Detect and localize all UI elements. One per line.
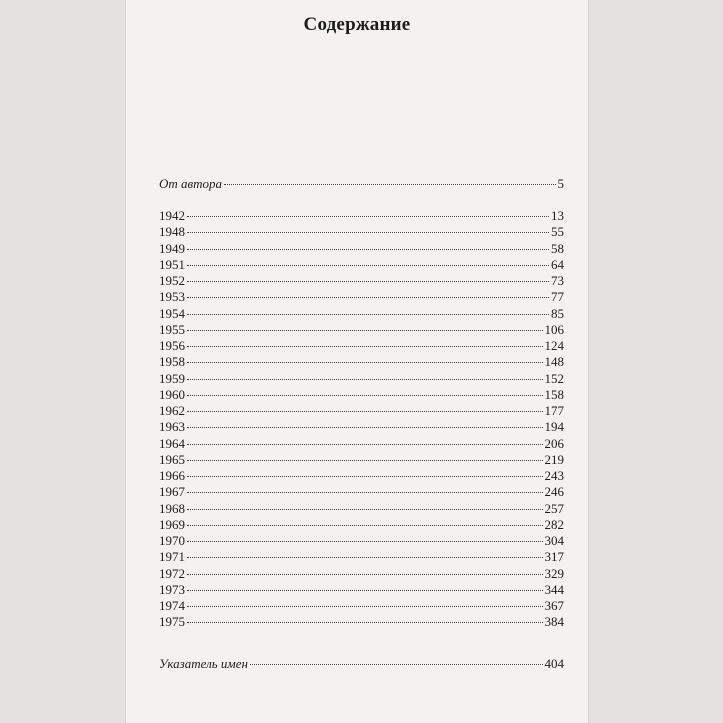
toc-entry-page: 152 <box>544 370 564 386</box>
toc-entry-label: 1963 <box>159 419 185 435</box>
toc-entry-label: 1953 <box>159 289 185 305</box>
dot-leader <box>187 232 549 233</box>
toc-entry-label: 1967 <box>159 484 185 500</box>
toc-entry-page: 77 <box>551 289 564 305</box>
dot-leader <box>187 265 549 266</box>
toc-entry-page: 5 <box>557 176 564 191</box>
toc-entry-year <box>159 306 564 322</box>
dot-leader <box>187 574 543 575</box>
toc-entry-page: 158 <box>544 386 564 402</box>
toc-entry-label: Указатель имен <box>159 656 248 671</box>
toc-entry-label: 1972 <box>159 565 185 581</box>
toc-entry-year <box>159 403 564 419</box>
toc-entry-label: 1968 <box>159 500 185 516</box>
toc-entry-label: 1960 <box>159 386 185 402</box>
toc-author-section <box>159 176 564 192</box>
toc-entry-page: 177 <box>544 403 564 418</box>
toc-entry-label: 1959 <box>159 370 185 386</box>
toc-entry-label: 1962 <box>159 403 185 418</box>
toc-entry-label: 1974 <box>159 598 185 613</box>
toc-entry-page: 257 <box>544 500 564 516</box>
dot-leader <box>187 476 543 477</box>
toc-entry-page: 329 <box>544 565 564 581</box>
toc-entry-page: 282 <box>544 516 564 532</box>
page-title: Содержание <box>303 14 411 35</box>
toc-entry-page: 246 <box>544 484 564 500</box>
dot-leader <box>187 281 549 282</box>
toc-entry-label: 1956 <box>159 338 185 353</box>
dot-leader <box>224 184 555 185</box>
toc-entry-page: 85 <box>551 305 564 321</box>
toc-entry-year <box>159 468 564 484</box>
toc-entry-year <box>159 614 564 630</box>
toc-entry-year <box>159 517 564 533</box>
toc-entry-page: 317 <box>544 549 564 565</box>
dot-leader <box>187 346 543 347</box>
dot-leader <box>187 427 543 428</box>
toc-entry-author <box>159 176 564 192</box>
book-page <box>126 0 588 723</box>
toc-entry-page: 384 <box>544 614 564 630</box>
toc-entry-label: От автора <box>159 176 223 191</box>
toc-entry-year <box>159 354 564 370</box>
toc-entry-label: 1969 <box>159 516 185 532</box>
dot-leader <box>187 249 549 250</box>
toc-entry-year <box>159 289 564 305</box>
toc-entry-page: 206 <box>544 435 564 451</box>
toc-entry-label: 1951 <box>159 256 185 272</box>
toc-entry-year <box>159 224 564 240</box>
toc-index-section <box>159 656 564 672</box>
toc-entry-year <box>159 484 564 500</box>
dot-leader <box>187 525 543 526</box>
dot-leader <box>187 492 543 493</box>
toc-entry-year <box>159 582 564 598</box>
dot-leader <box>187 541 543 542</box>
toc-entry-year <box>159 419 564 435</box>
toc-entry-page: 344 <box>544 581 564 597</box>
toc-years-list <box>159 208 564 631</box>
dot-leader <box>187 314 549 315</box>
dot-leader <box>187 590 543 591</box>
dot-leader <box>187 557 543 558</box>
toc-entry-page: 367 <box>544 598 564 613</box>
toc-entry-label: 1964 <box>159 435 185 451</box>
toc-entry-page: 64 <box>551 256 564 272</box>
dot-leader <box>250 664 543 665</box>
toc-entry-label: 1965 <box>159 451 185 467</box>
dot-leader <box>187 379 543 380</box>
dot-leader <box>187 444 543 445</box>
toc-entry-year <box>159 322 564 338</box>
toc-entry-label: 1949 <box>159 240 185 256</box>
toc-entry-page: 243 <box>544 468 564 483</box>
toc-entry-label: 1952 <box>159 273 185 288</box>
toc-entry-year <box>159 338 564 354</box>
toc-entry-year <box>159 566 564 582</box>
toc-entry-page: 106 <box>544 321 564 337</box>
toc-entry-page: 194 <box>544 419 564 435</box>
toc-entry-year <box>159 208 564 224</box>
dot-leader <box>187 622 543 623</box>
toc-entry-label: 1971 <box>159 549 185 565</box>
toc-entry-page: 148 <box>544 354 564 370</box>
toc-entry-page: 13 <box>551 208 564 223</box>
dot-leader <box>187 297 549 298</box>
toc-entry-label: 1954 <box>159 305 185 321</box>
dot-leader <box>187 509 543 510</box>
dot-leader <box>187 411 543 412</box>
toc-entry-year <box>159 533 564 549</box>
toc-entry-page: 404 <box>544 656 564 671</box>
dot-leader <box>187 606 543 607</box>
toc-entry-index <box>159 656 564 672</box>
toc-entry-label: 1973 <box>159 581 185 597</box>
toc-entry-year <box>159 371 564 387</box>
toc-entry-page: 55 <box>551 224 564 240</box>
toc-entry-label: 1975 <box>159 614 185 630</box>
toc-entry-year <box>159 598 564 614</box>
toc-entry-label: 1948 <box>159 224 185 240</box>
toc-entry-page: 219 <box>544 451 564 467</box>
toc-entry-label: 1955 <box>159 321 185 337</box>
dot-leader <box>187 216 549 217</box>
toc-entry-label: 1970 <box>159 533 185 548</box>
toc-entry-page: 58 <box>551 240 564 256</box>
toc-entry-year <box>159 241 564 257</box>
toc-entry-label: 1966 <box>159 468 185 483</box>
toc-entry-year <box>159 257 564 273</box>
toc-entry-label: 1958 <box>159 354 185 370</box>
toc-entry-page: 73 <box>551 273 564 288</box>
toc-entry-year <box>159 549 564 565</box>
dot-leader <box>187 395 543 396</box>
toc-entry-year <box>159 501 564 517</box>
toc-entry-year <box>159 452 564 468</box>
dot-leader <box>187 460 543 461</box>
toc-entry-year <box>159 436 564 452</box>
toc-entry-year <box>159 273 564 289</box>
toc-entry-year <box>159 387 564 403</box>
dot-leader <box>187 362 543 363</box>
toc-entry-page: 304 <box>544 533 564 548</box>
dot-leader <box>187 330 543 331</box>
toc-entry-label: 1942 <box>159 208 185 223</box>
toc-entry-page: 124 <box>544 338 564 353</box>
